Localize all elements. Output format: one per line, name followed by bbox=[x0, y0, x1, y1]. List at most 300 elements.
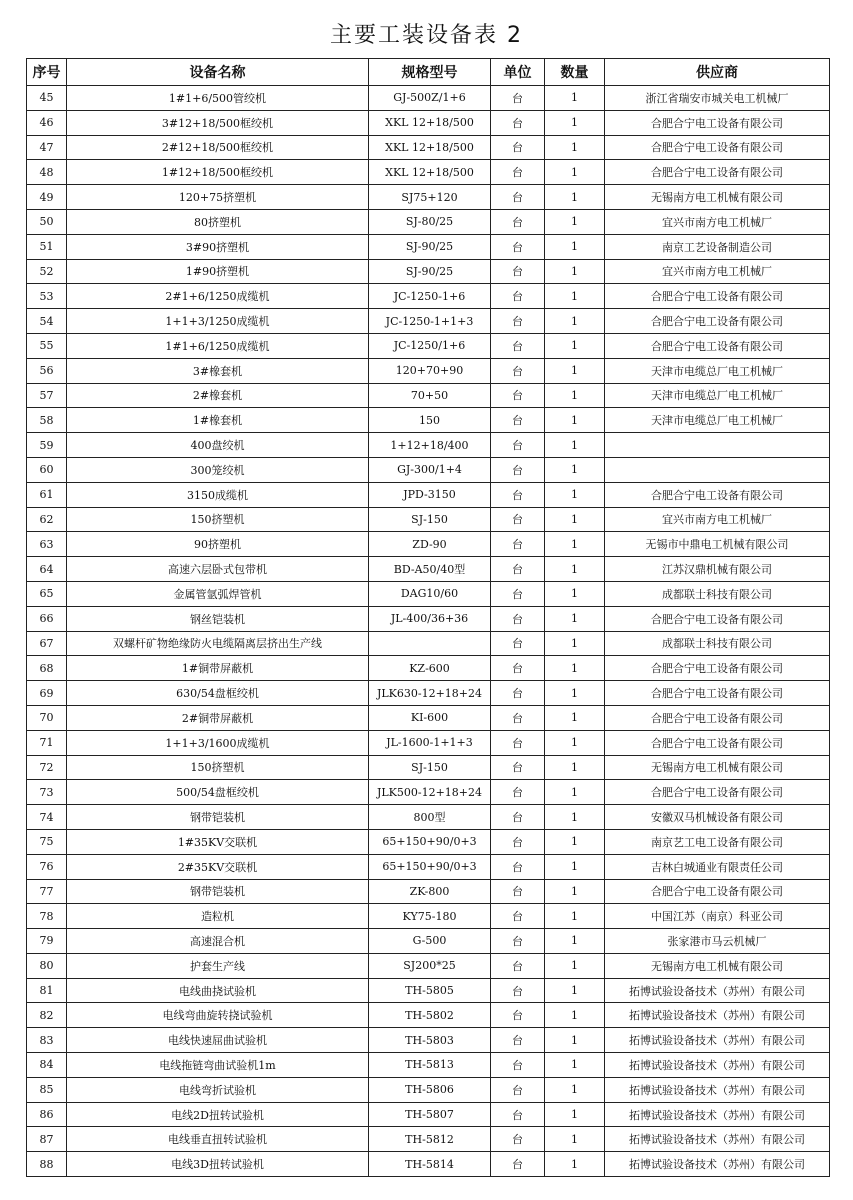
quantity-cell: 1 bbox=[545, 780, 605, 805]
table-row bbox=[27, 507, 830, 532]
row-no-cell: 59 bbox=[27, 433, 67, 458]
supplier-cell: 宜兴市南方电工机械厂 bbox=[605, 259, 830, 284]
table-row bbox=[27, 631, 830, 656]
table-row bbox=[27, 185, 830, 210]
supplier-cell: 拓博试验设备技术（苏州）有限公司 bbox=[605, 978, 830, 1003]
table-body bbox=[27, 86, 830, 1177]
equipment-name-cell: 1#90挤塑机 bbox=[67, 259, 369, 284]
equipment-name-cell: 电线快速屈曲试验机 bbox=[67, 1028, 369, 1053]
row-no-cell: 55 bbox=[27, 333, 67, 358]
quantity-cell: 1 bbox=[545, 656, 605, 681]
spec-model-cell: TH-5812 bbox=[369, 1127, 491, 1152]
spec-model-cell: TH-5813 bbox=[369, 1053, 491, 1078]
equipment-name-cell: 2#12+18/500框绞机 bbox=[67, 135, 369, 160]
equipment-name-cell: 1+1+3/1250成缆机 bbox=[67, 309, 369, 334]
row-no-cell: 69 bbox=[27, 681, 67, 706]
spec-model-cell: JC-1250/1+6 bbox=[369, 333, 491, 358]
row-no-cell: 50 bbox=[27, 209, 67, 234]
spec-model-cell: JPD-3150 bbox=[369, 482, 491, 507]
unit-cell: 台 bbox=[491, 1102, 545, 1127]
quantity-cell: 1 bbox=[545, 904, 605, 929]
row-no-cell: 49 bbox=[27, 185, 67, 210]
header-no: 序号 bbox=[27, 59, 67, 86]
supplier-cell: 合肥合宁电工设备有限公司 bbox=[605, 110, 830, 135]
supplier-cell: 无锡市中鼎电工机械有限公司 bbox=[605, 532, 830, 557]
supplier-cell: 合肥合宁电工设备有限公司 bbox=[605, 482, 830, 507]
quantity-cell: 1 bbox=[545, 1053, 605, 1078]
equipment-name-cell: 630/54盘框绞机 bbox=[67, 681, 369, 706]
equipment-name-cell: 造粒机 bbox=[67, 904, 369, 929]
spec-model-cell: TH-5803 bbox=[369, 1028, 491, 1053]
spec-model-cell: KZ-600 bbox=[369, 656, 491, 681]
row-no-cell: 84 bbox=[27, 1053, 67, 1078]
table-row bbox=[27, 234, 830, 259]
quantity-cell: 1 bbox=[545, 1152, 605, 1177]
unit-cell: 台 bbox=[491, 482, 545, 507]
spec-model-cell: SJ-90/25 bbox=[369, 234, 491, 259]
quantity-cell: 1 bbox=[545, 681, 605, 706]
spec-model-cell: JL-1600-1+1+3 bbox=[369, 730, 491, 755]
unit-cell: 台 bbox=[491, 309, 545, 334]
quantity-cell: 1 bbox=[545, 532, 605, 557]
unit-cell: 台 bbox=[491, 557, 545, 582]
unit-cell: 台 bbox=[491, 904, 545, 929]
equipment-name-cell: 1+1+3/1600成缆机 bbox=[67, 730, 369, 755]
table-row bbox=[27, 284, 830, 309]
unit-cell: 台 bbox=[491, 978, 545, 1003]
row-no-cell: 76 bbox=[27, 854, 67, 879]
unit-cell: 台 bbox=[491, 854, 545, 879]
table-row bbox=[27, 209, 830, 234]
row-no-cell: 78 bbox=[27, 904, 67, 929]
quantity-cell: 1 bbox=[545, 86, 605, 111]
spec-model-cell: SJ-150 bbox=[369, 507, 491, 532]
equipment-name-cell: 1#12+18/500框绞机 bbox=[67, 160, 369, 185]
supplier-cell: 合肥合宁电工设备有限公司 bbox=[605, 656, 830, 681]
row-no-cell: 70 bbox=[27, 705, 67, 730]
table-row bbox=[27, 656, 830, 681]
supplier-cell: 拓博试验设备技术（苏州）有限公司 bbox=[605, 1028, 830, 1053]
supplier-cell: 吉林白城通业有限责任公司 bbox=[605, 854, 830, 879]
quantity-cell: 1 bbox=[545, 631, 605, 656]
supplier-cell: 拓博试验设备技术（苏州）有限公司 bbox=[605, 1127, 830, 1152]
row-no-cell: 60 bbox=[27, 457, 67, 482]
spec-model-cell: 800型 bbox=[369, 805, 491, 830]
quantity-cell: 1 bbox=[545, 1102, 605, 1127]
table-row bbox=[27, 904, 830, 929]
spec-model-cell: DAG10/60 bbox=[369, 581, 491, 606]
quantity-cell: 1 bbox=[545, 110, 605, 135]
table-row bbox=[27, 805, 830, 830]
spec-model-cell: ZD-90 bbox=[369, 532, 491, 557]
equipment-name-cell: 钢带铠装机 bbox=[67, 805, 369, 830]
table-row bbox=[27, 755, 830, 780]
unit-cell: 台 bbox=[491, 805, 545, 830]
supplier-cell: 合肥合宁电工设备有限公司 bbox=[605, 681, 830, 706]
quantity-cell: 1 bbox=[545, 606, 605, 631]
quantity-cell: 1 bbox=[545, 507, 605, 532]
quantity-cell: 1 bbox=[545, 730, 605, 755]
row-no-cell: 66 bbox=[27, 606, 67, 631]
supplier-cell: 无锡南方电工机械有限公司 bbox=[605, 755, 830, 780]
equipment-name-cell: 电线弯折试验机 bbox=[67, 1077, 369, 1102]
quantity-cell: 1 bbox=[545, 581, 605, 606]
spec-model-cell: TH-5802 bbox=[369, 1003, 491, 1028]
table-row bbox=[27, 408, 830, 433]
row-no-cell: 46 bbox=[27, 110, 67, 135]
row-no-cell: 80 bbox=[27, 953, 67, 978]
spec-model-cell: SJ-90/25 bbox=[369, 259, 491, 284]
spec-model-cell bbox=[369, 631, 491, 656]
quantity-cell: 1 bbox=[545, 135, 605, 160]
header-row bbox=[27, 59, 830, 86]
unit-cell: 台 bbox=[491, 1003, 545, 1028]
quantity-cell: 1 bbox=[545, 482, 605, 507]
unit-cell: 台 bbox=[491, 284, 545, 309]
table-row bbox=[27, 557, 830, 582]
table-row bbox=[27, 482, 830, 507]
equipment-name-cell: 120+75挤塑机 bbox=[67, 185, 369, 210]
row-no-cell: 58 bbox=[27, 408, 67, 433]
row-no-cell: 81 bbox=[27, 978, 67, 1003]
unit-cell: 台 bbox=[491, 879, 545, 904]
equipment-name-cell: 500/54盘框绞机 bbox=[67, 780, 369, 805]
table-row bbox=[27, 705, 830, 730]
header-spec: 规格型号 bbox=[369, 59, 491, 86]
equipment-name-cell: 护套生产线 bbox=[67, 953, 369, 978]
table-row bbox=[27, 929, 830, 954]
row-no-cell: 57 bbox=[27, 383, 67, 408]
unit-cell: 台 bbox=[491, 408, 545, 433]
equipment-name-cell: 钢丝铠装机 bbox=[67, 606, 369, 631]
row-no-cell: 88 bbox=[27, 1152, 67, 1177]
unit-cell: 台 bbox=[491, 829, 545, 854]
equipment-name-cell: 2#橡套机 bbox=[67, 383, 369, 408]
quantity-cell: 1 bbox=[545, 879, 605, 904]
supplier-cell: 拓博试验设备技术（苏州）有限公司 bbox=[605, 1003, 830, 1028]
spec-model-cell: 1+12+18/400 bbox=[369, 433, 491, 458]
supplier-cell: 浙江省瑞安市城关电工机械厂 bbox=[605, 86, 830, 111]
supplier-cell: 南京工艺设备制造公司 bbox=[605, 234, 830, 259]
spec-model-cell: 70+50 bbox=[369, 383, 491, 408]
equipment-name-cell: 1#橡套机 bbox=[67, 408, 369, 433]
row-no-cell: 77 bbox=[27, 879, 67, 904]
supplier-cell: 合肥合宁电工设备有限公司 bbox=[605, 309, 830, 334]
spec-model-cell: 65+150+90/0+3 bbox=[369, 829, 491, 854]
supplier-cell: 合肥合宁电工设备有限公司 bbox=[605, 333, 830, 358]
quantity-cell: 1 bbox=[545, 160, 605, 185]
quantity-cell: 1 bbox=[545, 978, 605, 1003]
row-no-cell: 86 bbox=[27, 1102, 67, 1127]
unit-cell: 台 bbox=[491, 433, 545, 458]
row-no-cell: 62 bbox=[27, 507, 67, 532]
spec-model-cell: G-500 bbox=[369, 929, 491, 954]
quantity-cell: 1 bbox=[545, 1028, 605, 1053]
quantity-cell: 1 bbox=[545, 284, 605, 309]
row-no-cell: 53 bbox=[27, 284, 67, 309]
table-row bbox=[27, 383, 830, 408]
equipment-name-cell: 钢带铠装机 bbox=[67, 879, 369, 904]
equipment-name-cell: 400盘绞机 bbox=[67, 433, 369, 458]
unit-cell: 台 bbox=[491, 209, 545, 234]
equipment-name-cell: 150挤塑机 bbox=[67, 507, 369, 532]
table-row bbox=[27, 532, 830, 557]
table-row bbox=[27, 1102, 830, 1127]
supplier-cell: 合肥合宁电工设备有限公司 bbox=[605, 780, 830, 805]
equipment-name-cell: 电线3D扭转试验机 bbox=[67, 1152, 369, 1177]
unit-cell: 台 bbox=[491, 681, 545, 706]
unit-cell: 台 bbox=[491, 1077, 545, 1102]
spec-model-cell: JLK500-12+18+24 bbox=[369, 780, 491, 805]
table-row bbox=[27, 110, 830, 135]
quantity-cell: 1 bbox=[545, 557, 605, 582]
row-no-cell: 65 bbox=[27, 581, 67, 606]
unit-cell: 台 bbox=[491, 929, 545, 954]
header-supplier: 供应商 bbox=[605, 59, 830, 86]
unit-cell: 台 bbox=[491, 234, 545, 259]
table-row bbox=[27, 854, 830, 879]
table-row bbox=[27, 681, 830, 706]
table-row bbox=[27, 1053, 830, 1078]
spec-model-cell: SJ200*25 bbox=[369, 953, 491, 978]
supplier-cell: 拓博试验设备技术（苏州）有限公司 bbox=[605, 1102, 830, 1127]
table-row bbox=[27, 978, 830, 1003]
equipment-name-cell: 电线垂直扭转试验机 bbox=[67, 1127, 369, 1152]
spec-model-cell: TH-5814 bbox=[369, 1152, 491, 1177]
unit-cell: 台 bbox=[491, 656, 545, 681]
table-row bbox=[27, 259, 830, 284]
table-row bbox=[27, 1028, 830, 1053]
equipment-name-cell: 电线拖链弯曲试验机1m bbox=[67, 1053, 369, 1078]
table-row bbox=[27, 135, 830, 160]
equipment-name-cell: 电线2D扭转试验机 bbox=[67, 1102, 369, 1127]
table-row bbox=[27, 581, 830, 606]
table-row bbox=[27, 829, 830, 854]
table-row bbox=[27, 457, 830, 482]
supplier-cell: 无锡南方电工机械有限公司 bbox=[605, 185, 830, 210]
row-no-cell: 51 bbox=[27, 234, 67, 259]
quantity-cell: 1 bbox=[545, 457, 605, 482]
unit-cell: 台 bbox=[491, 606, 545, 631]
table-row bbox=[27, 358, 830, 383]
row-no-cell: 54 bbox=[27, 309, 67, 334]
equipment-name-cell: 2#1+6/1250成缆机 bbox=[67, 284, 369, 309]
supplier-cell: 天津市电缆总厂电工机械厂 bbox=[605, 358, 830, 383]
spec-model-cell: JL-400/36+36 bbox=[369, 606, 491, 631]
table-row bbox=[27, 879, 830, 904]
quantity-cell: 1 bbox=[545, 1127, 605, 1152]
unit-cell: 台 bbox=[491, 457, 545, 482]
spec-model-cell: 120+70+90 bbox=[369, 358, 491, 383]
quantity-cell: 1 bbox=[545, 1003, 605, 1028]
unit-cell: 台 bbox=[491, 780, 545, 805]
quantity-cell: 1 bbox=[545, 358, 605, 383]
quantity-cell: 1 bbox=[545, 309, 605, 334]
table-row bbox=[27, 86, 830, 111]
row-no-cell: 64 bbox=[27, 557, 67, 582]
spec-model-cell: XKL 12+18/500 bbox=[369, 135, 491, 160]
spec-model-cell: XKL 12+18/500 bbox=[369, 110, 491, 135]
supplier-cell: 无锡南方电工机械有限公司 bbox=[605, 953, 830, 978]
quantity-cell: 1 bbox=[545, 929, 605, 954]
header-name: 设备名称 bbox=[67, 59, 369, 86]
row-no-cell: 67 bbox=[27, 631, 67, 656]
unit-cell: 台 bbox=[491, 532, 545, 557]
header-qty: 数量 bbox=[545, 59, 605, 86]
supplier-cell: 天津市电缆总厂电工机械厂 bbox=[605, 408, 830, 433]
table-row bbox=[27, 1152, 830, 1177]
unit-cell: 台 bbox=[491, 953, 545, 978]
quantity-cell: 1 bbox=[545, 185, 605, 210]
quantity-cell: 1 bbox=[545, 234, 605, 259]
unit-cell: 台 bbox=[491, 86, 545, 111]
unit-cell: 台 bbox=[491, 631, 545, 656]
supplier-cell: 成都联士科技有限公司 bbox=[605, 581, 830, 606]
quantity-cell: 1 bbox=[545, 705, 605, 730]
equipment-name-cell: 高速六层卧式包带机 bbox=[67, 557, 369, 582]
quantity-cell: 1 bbox=[545, 1077, 605, 1102]
unit-cell: 台 bbox=[491, 705, 545, 730]
row-no-cell: 61 bbox=[27, 482, 67, 507]
equipment-name-cell: 80挤塑机 bbox=[67, 209, 369, 234]
row-no-cell: 47 bbox=[27, 135, 67, 160]
unit-cell: 台 bbox=[491, 160, 545, 185]
quantity-cell: 1 bbox=[545, 854, 605, 879]
supplier-cell: 合肥合宁电工设备有限公司 bbox=[605, 705, 830, 730]
unit-cell: 台 bbox=[491, 581, 545, 606]
spec-model-cell: ZK-800 bbox=[369, 879, 491, 904]
supplier-cell: 宜兴市南方电工机械厂 bbox=[605, 209, 830, 234]
equipment-name-cell: 3#90挤塑机 bbox=[67, 234, 369, 259]
row-no-cell: 83 bbox=[27, 1028, 67, 1053]
equipment-name-cell: 高速混合机 bbox=[67, 929, 369, 954]
supplier-cell: 中国江苏（南京）科亚公司 bbox=[605, 904, 830, 929]
row-no-cell: 73 bbox=[27, 780, 67, 805]
quantity-cell: 1 bbox=[545, 259, 605, 284]
equipment-name-cell: 150挤塑机 bbox=[67, 755, 369, 780]
supplier-cell: 安徽双马机械设备有限公司 bbox=[605, 805, 830, 830]
spec-model-cell: SJ-80/25 bbox=[369, 209, 491, 234]
table-row bbox=[27, 1127, 830, 1152]
row-no-cell: 56 bbox=[27, 358, 67, 383]
equipment-name-cell: 1#1+6/1250成缆机 bbox=[67, 333, 369, 358]
supplier-cell: 合肥合宁电工设备有限公司 bbox=[605, 135, 830, 160]
supplier-cell: 合肥合宁电工设备有限公司 bbox=[605, 879, 830, 904]
quantity-cell: 1 bbox=[545, 383, 605, 408]
supplier-cell: 合肥合宁电工设备有限公司 bbox=[605, 160, 830, 185]
unit-cell: 台 bbox=[491, 730, 545, 755]
supplier-cell: 合肥合宁电工设备有限公司 bbox=[605, 284, 830, 309]
unit-cell: 台 bbox=[491, 1053, 545, 1078]
supplier-cell: 拓博试验设备技术（苏州）有限公司 bbox=[605, 1077, 830, 1102]
supplier-cell: 成都联士科技有限公司 bbox=[605, 631, 830, 656]
quantity-cell: 1 bbox=[545, 333, 605, 358]
row-no-cell: 52 bbox=[27, 259, 67, 284]
equipment-name-cell: 双螺杆矿物绝缘防火电缆隔离层挤出生产线 bbox=[67, 631, 369, 656]
row-no-cell: 68 bbox=[27, 656, 67, 681]
row-no-cell: 74 bbox=[27, 805, 67, 830]
unit-cell: 台 bbox=[491, 1028, 545, 1053]
unit-cell: 台 bbox=[491, 1152, 545, 1177]
supplier-cell: 合肥合宁电工设备有限公司 bbox=[605, 606, 830, 631]
page-title: 主要工装设备表 2 bbox=[330, 23, 523, 48]
spec-model-cell: GJ-500Z/1+6 bbox=[369, 86, 491, 111]
row-no-cell: 71 bbox=[27, 730, 67, 755]
supplier-cell bbox=[605, 433, 830, 458]
unit-cell: 台 bbox=[491, 507, 545, 532]
spec-model-cell: JC-1250-1+1+3 bbox=[369, 309, 491, 334]
spec-model-cell: SJ75+120 bbox=[369, 185, 491, 210]
table-row bbox=[27, 1077, 830, 1102]
unit-cell: 台 bbox=[491, 755, 545, 780]
unit-cell: 台 bbox=[491, 383, 545, 408]
quantity-cell: 1 bbox=[545, 805, 605, 830]
quantity-cell: 1 bbox=[545, 755, 605, 780]
unit-cell: 台 bbox=[491, 333, 545, 358]
quantity-cell: 1 bbox=[545, 953, 605, 978]
supplier-cell: 张家港市马云机械厂 bbox=[605, 929, 830, 954]
quantity-cell: 1 bbox=[545, 433, 605, 458]
unit-cell: 台 bbox=[491, 135, 545, 160]
equipment-name-cell: 3#12+18/500框绞机 bbox=[67, 110, 369, 135]
row-no-cell: 87 bbox=[27, 1127, 67, 1152]
table-row bbox=[27, 780, 830, 805]
supplier-cell: 天津市电缆总厂电工机械厂 bbox=[605, 383, 830, 408]
equipment-name-cell: 电线曲挠试验机 bbox=[67, 978, 369, 1003]
quantity-cell: 1 bbox=[545, 408, 605, 433]
equipment-name-cell: 3150成缆机 bbox=[67, 482, 369, 507]
quantity-cell: 1 bbox=[545, 209, 605, 234]
supplier-cell: 合肥合宁电工设备有限公司 bbox=[605, 730, 830, 755]
quantity-cell: 1 bbox=[545, 829, 605, 854]
table-row bbox=[27, 730, 830, 755]
spec-model-cell: XKL 12+18/500 bbox=[369, 160, 491, 185]
unit-cell: 台 bbox=[491, 1127, 545, 1152]
equipment-table bbox=[26, 58, 830, 1177]
row-no-cell: 75 bbox=[27, 829, 67, 854]
row-no-cell: 85 bbox=[27, 1077, 67, 1102]
supplier-cell bbox=[605, 457, 830, 482]
unit-cell: 台 bbox=[491, 185, 545, 210]
supplier-cell: 宜兴市南方电工机械厂 bbox=[605, 507, 830, 532]
spec-model-cell: TH-5805 bbox=[369, 978, 491, 1003]
unit-cell: 台 bbox=[491, 358, 545, 383]
equipment-name-cell: 金属管氩弧焊管机 bbox=[67, 581, 369, 606]
equipment-name-cell: 1#铜带屏蔽机 bbox=[67, 656, 369, 681]
supplier-cell: 江苏汉鼎机械有限公司 bbox=[605, 557, 830, 582]
table-row bbox=[27, 433, 830, 458]
row-no-cell: 45 bbox=[27, 86, 67, 111]
equipment-name-cell: 电线弯曲旋转挠试验机 bbox=[67, 1003, 369, 1028]
row-no-cell: 63 bbox=[27, 532, 67, 557]
equipment-name-cell: 1#1+6/500管绞机 bbox=[67, 86, 369, 111]
equipment-name-cell: 2#铜带屏蔽机 bbox=[67, 705, 369, 730]
supplier-cell: 拓博试验设备技术（苏州）有限公司 bbox=[605, 1152, 830, 1177]
supplier-cell: 南京艺工电工设备有限公司 bbox=[605, 829, 830, 854]
spec-model-cell: JLK630-12+18+24 bbox=[369, 681, 491, 706]
spec-model-cell: SJ-150 bbox=[369, 755, 491, 780]
spec-model-cell: 150 bbox=[369, 408, 491, 433]
row-no-cell: 72 bbox=[27, 755, 67, 780]
table-row bbox=[27, 606, 830, 631]
table-row bbox=[27, 160, 830, 185]
spec-model-cell: JC-1250-1+6 bbox=[369, 284, 491, 309]
equipment-name-cell: 90挤塑机 bbox=[67, 532, 369, 557]
table-row bbox=[27, 953, 830, 978]
spec-model-cell: TH-5806 bbox=[369, 1077, 491, 1102]
table-row bbox=[27, 333, 830, 358]
supplier-cell: 拓博试验设备技术（苏州）有限公司 bbox=[605, 1053, 830, 1078]
